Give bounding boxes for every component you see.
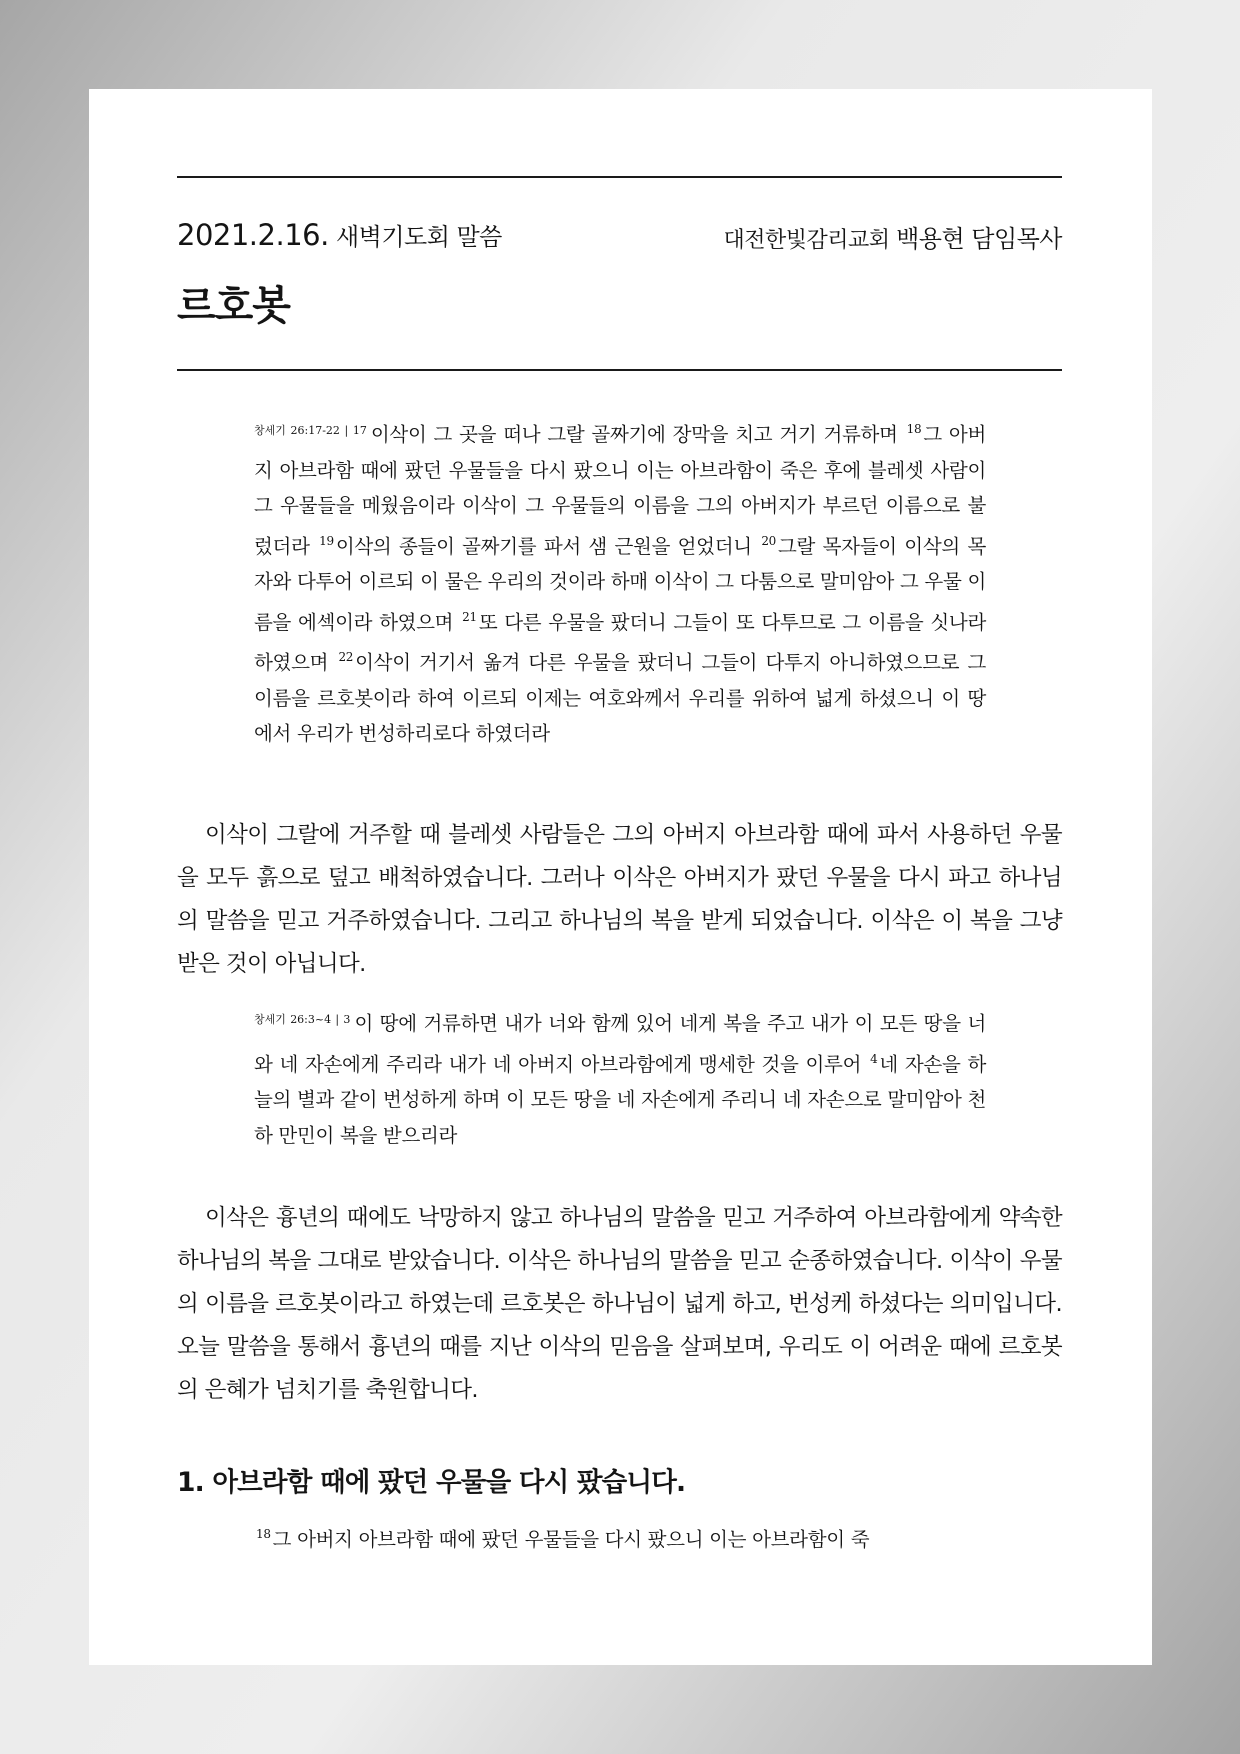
verse-text: 이삭이 거기서 옮겨 다른 우물을 팠더니 그들이 다투지 아니하였으므로 그 이름을 르호봇이라 하여 이르되 이제는 여호와께서 우리를 위하여 넓게 하셨으니 이 땅에서 우리가 번성하리로다 하였더라 <box>254 651 986 745</box>
verse-text: 이삭이 그 곳을 떠나 그랄 골짜기에 장막을 치고 거기 거류하며 <box>370 423 898 446</box>
verse-text: 이삭의 종들이 골짜기를 파서 샘 근원을 얻었더니 <box>335 534 752 558</box>
church-name: 대전한빛감리교회 <box>723 228 890 253</box>
body-paragraph-1: 이삭이 그랄에 거주할 때 블레셋 사람들은 그의 아버지 아브라함 때에 파서 사용하던 우물을 모두 흙으로 덮고 배척하였습니다. 그러나 이삭은 아버지가 팠던 우물을 다시 파고 하나님의 말씀을 믿고 거주하였습니다. 그리고 하나님의 복을 받게 되었습니다. 이삭은 이 복을 그냥 받은 것이 아닙니다. <box>177 822 1062 977</box>
verse-text: 그 아버지 아브라함 때에 팠던 우물들을 다시 팠으니 이는 아브라함이 죽은 후에 블레셋 사람이 그 우물들을 메웠음이라 이삭이 그 우물들의 이름을 그의 아버지가 부르던 이름으로 불렀더라 <box>254 423 986 558</box>
verse-number: 18 <box>906 422 922 436</box>
verse-number: 21 <box>462 609 477 624</box>
verse-number: 22 <box>338 650 354 664</box>
sermon-date-line <box>177 217 502 252</box>
verse-text: 그 아버지 아브라함 때에 팠던 우물들을 다시 팠으니 이는 아브라함이 죽 <box>272 1528 870 1551</box>
verse-text: 이 땅에 거류하면 내가 너와 함께 있어 네게 복을 주고 내가 이 모든 땅을 너와 네 자손에게 주리라 내가 네 아버지 아브라함에게 맹세한 것을 이루어 <box>254 1012 986 1076</box>
section-1-verse <box>254 1517 986 1558</box>
scripture-reference: 창세기 26:17-22 | 17 <box>254 424 367 437</box>
verse-number: 20 <box>761 533 777 548</box>
document-page <box>89 89 1152 1665</box>
verse-text: 그랄 목자들이 이삭의 목자와 다투어 이르되 이 물은 우리의 것이라 하매 이삭이 그 다툼으로 말미암아 그 우물 이름을 에섹이라 하였으며 <box>254 534 986 634</box>
sermon-title: 르호봇 <box>177 283 290 329</box>
section-heading-1: 1. 아브라함 때에 팠던 우물을 다시 팠습니다. <box>177 1467 686 1498</box>
scripture-quote-2 <box>254 1002 986 1153</box>
author-line <box>724 219 1062 254</box>
preacher-name: 백용현 담임목사 <box>896 225 1062 253</box>
title-rule <box>177 369 1062 371</box>
verse-number: 19 <box>319 533 334 548</box>
verse-number: 4 <box>870 1051 878 1066</box>
sermon-date: 2021.2.16. <box>177 218 329 252</box>
top-rule <box>177 176 1062 178</box>
verse-number: 18 <box>256 1527 271 1541</box>
scripture-reference: 창세기 26:3~4 | 3 <box>254 1013 351 1026</box>
scripture-quote-1 <box>254 412 986 752</box>
sermon-event: 새벽기도회 말씀 <box>335 223 502 251</box>
body-paragraph-2: 이삭은 흉년의 때에도 낙망하지 않고 하나님의 말씀을 믿고 거주하여 아브라함에게 약속한 하나님의 복을 그대로 받았습니다. 이삭은 하나님의 말씀을 믿고 순종하였습니다. 이삭이 우물의 이름을 르호봇이라고 하였는데 르호봇은 하나님이 넓게 하고, 번성케 하셨다는 의미입니다. 오늘 말씀을 통해서 흉년의 때를 지난 이삭의 믿음을 살펴보며, 우리도 이 어려운 때에 르호봇의 은혜가 넘치기를 축원합니다. <box>177 1205 1062 1403</box>
verse-text: 네 자손을 하늘의 별과 같이 번성하게 하며 이 모든 땅을 네 자손에게 주리니 네 자손으로 말미암아 천하 만민이 복을 받으리라 <box>254 1052 986 1147</box>
verse-text: 또 다른 우물을 팠더니 그들이 또 다투므로 그 이름을 싯나라 하였으며 <box>254 610 986 674</box>
